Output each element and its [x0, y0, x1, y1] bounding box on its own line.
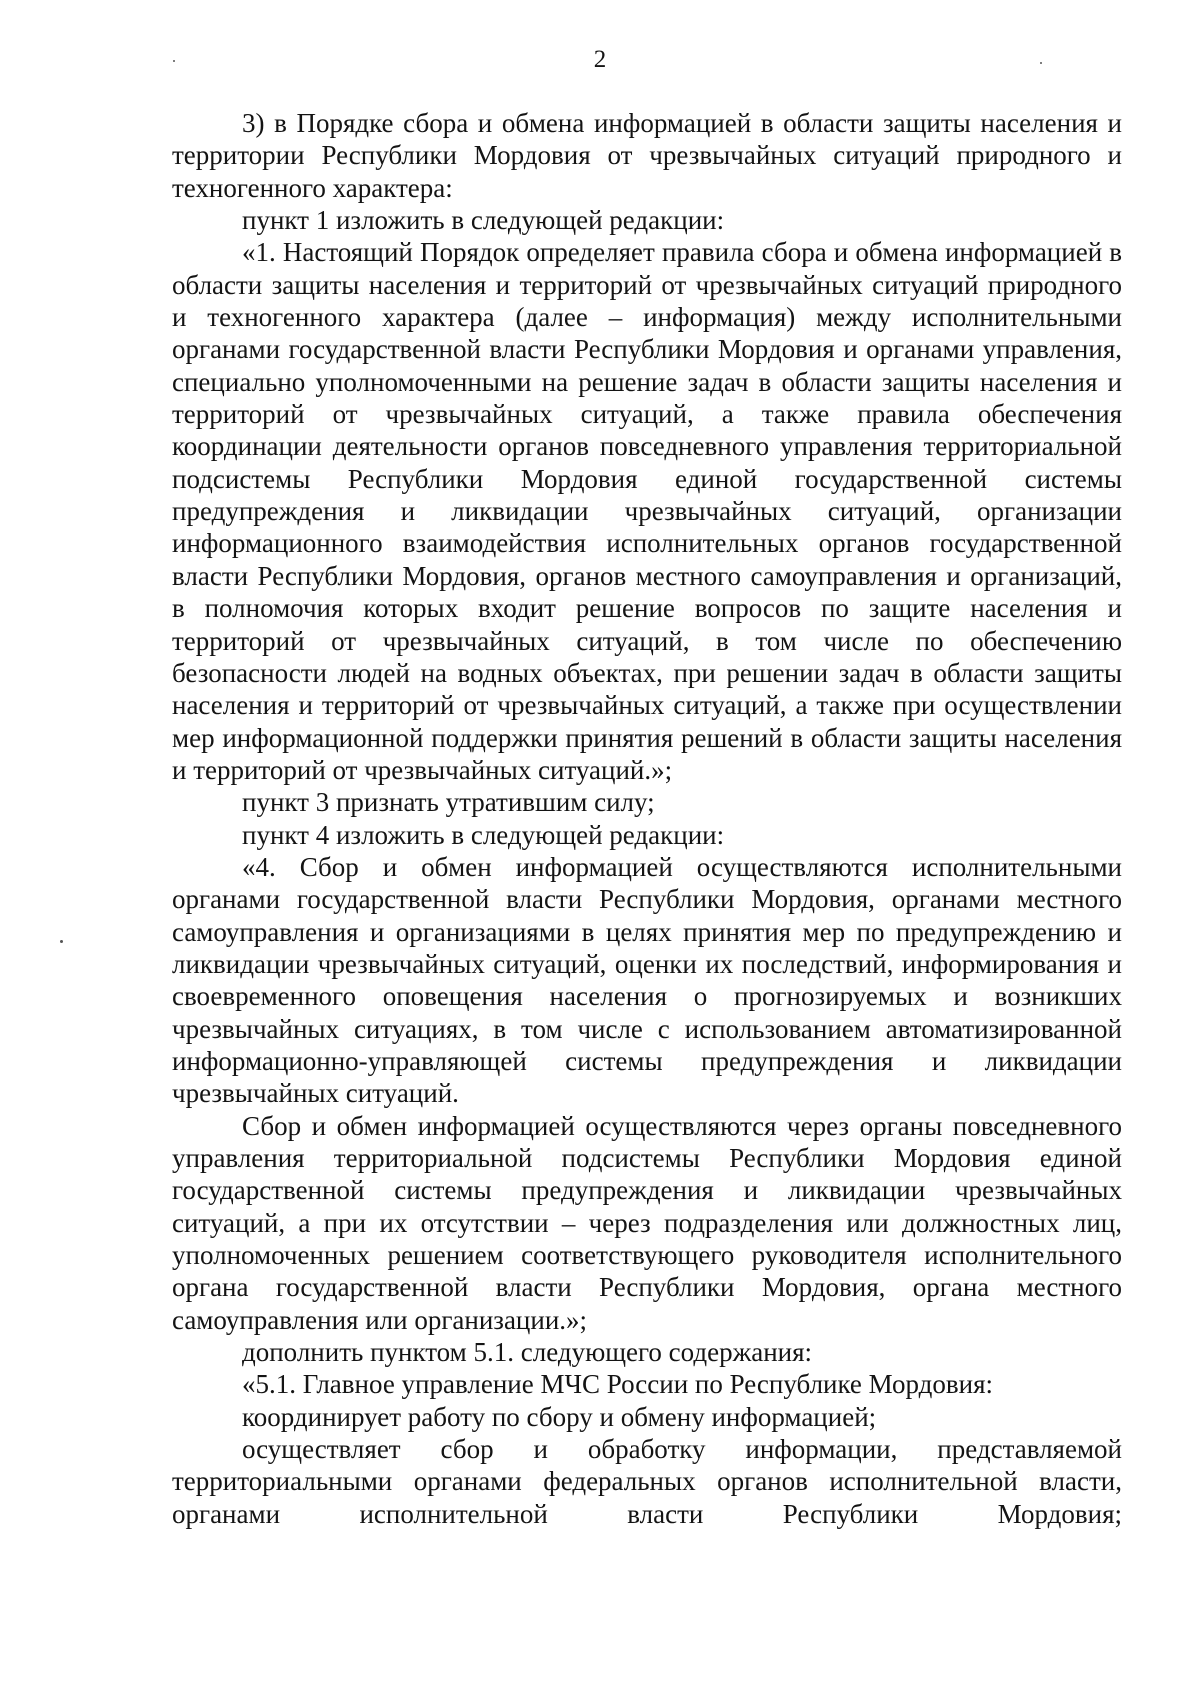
paragraph-4: пункт 3 признать утратившим силу;: [242, 787, 655, 818]
document-body: [172, 107, 1122, 1530]
paragraph-3: «1. Настоящий Порядок определяет правила сбора и обмена информацией в области защиты населения и территорий от чрезвычайных ситуаций природного и техногенного характера (далее – информация) между исполнительными органами государственной власти Республики Мордовия и органами управления, специально уполномоченными на решение задач в области защиты населения и территорий от чрезвычайных ситуаций, а также правила обеспечения координации деятельности органов повседневного управления территориальной подсистемы Республики Мордовия единой государственной системы предупреждения и ликвидации чрезвычайных ситуаций, организации информационного взаимодействия исполнительных органов государственной власти Республики Мордовия, органов местного самоуправления и организаций, в полномочия которых входит решение вопросов по защите населения и территорий от чрезвычайных ситуаций, в том числе по обеспечению безопасности людей на водных объектах, при решении задач в области защиты населения и территорий от чрезвычайных ситуаций, а также при осуществлении мер информационной поддержки принятия решений в области защиты населения и территорий от чрезвычайных ситуаций.»;: [172, 237, 1122, 785]
paragraph-2: пункт 1 изложить в следующей редакции:: [242, 205, 725, 236]
paragraph-8: дополнить пунктом 5.1. следующего содержания:: [242, 1337, 813, 1368]
paragraph-6: «4. Сбор и обмен информацией осуществляются исполнительными органами государственной власти Республики Мордовия, органами местного самоуправления и организациями в целях принятия мер по предупреждению и ликвидации чрезвычайных ситуаций, оценки их последствий, информирования и своевременного оповещения населения о прогнозируемых и возникших чрезвычайных ситуациях, в том числе с использованием автоматизированной информационно-управляющей системы предупреждения и ликвидации чрезвычайных ситуаций.: [172, 851, 1122, 1109]
paragraph-10: координирует работу по сбору и обмену информацией;: [242, 1401, 877, 1432]
scan-speck: [1040, 62, 1042, 64]
scan-speck: [60, 940, 63, 943]
paragraph-9: «5.1. Главное управление МЧС России по Республике Мордовия:: [242, 1369, 994, 1400]
paragraph-7: Сбор и обмен информацией осуществляются через органы повседневного управления территориальной подсистемы Республики Мордовия единой государственной системы предупреждения и ликвидации чрезвычайных ситуаций, а при их отсутствии – через подразделения или должностных лиц, уполномоченных решением соответствующего руководителя исполнительного органа государственной власти Республики Мордовия, органа местного самоуправления или организации.»;: [172, 1110, 1122, 1335]
scan-speck: [173, 60, 175, 62]
paragraph-5: пункт 4 изложить в следующей редакции:: [242, 819, 725, 850]
paragraph-1: 3) в Порядке сбора и обмена информацией в области защиты населения и территории Республики Мордовия от чрезвычайных ситуаций природного и техногенного характера:: [172, 108, 1122, 203]
page-number: 2: [593, 46, 607, 73]
paragraph-11: осуществляет сбор и обработку информации, представляемой территориальными органами федеральных органов исполнительной власти, органами исполнительной власти Республики Мордовия;: [172, 1434, 1122, 1529]
